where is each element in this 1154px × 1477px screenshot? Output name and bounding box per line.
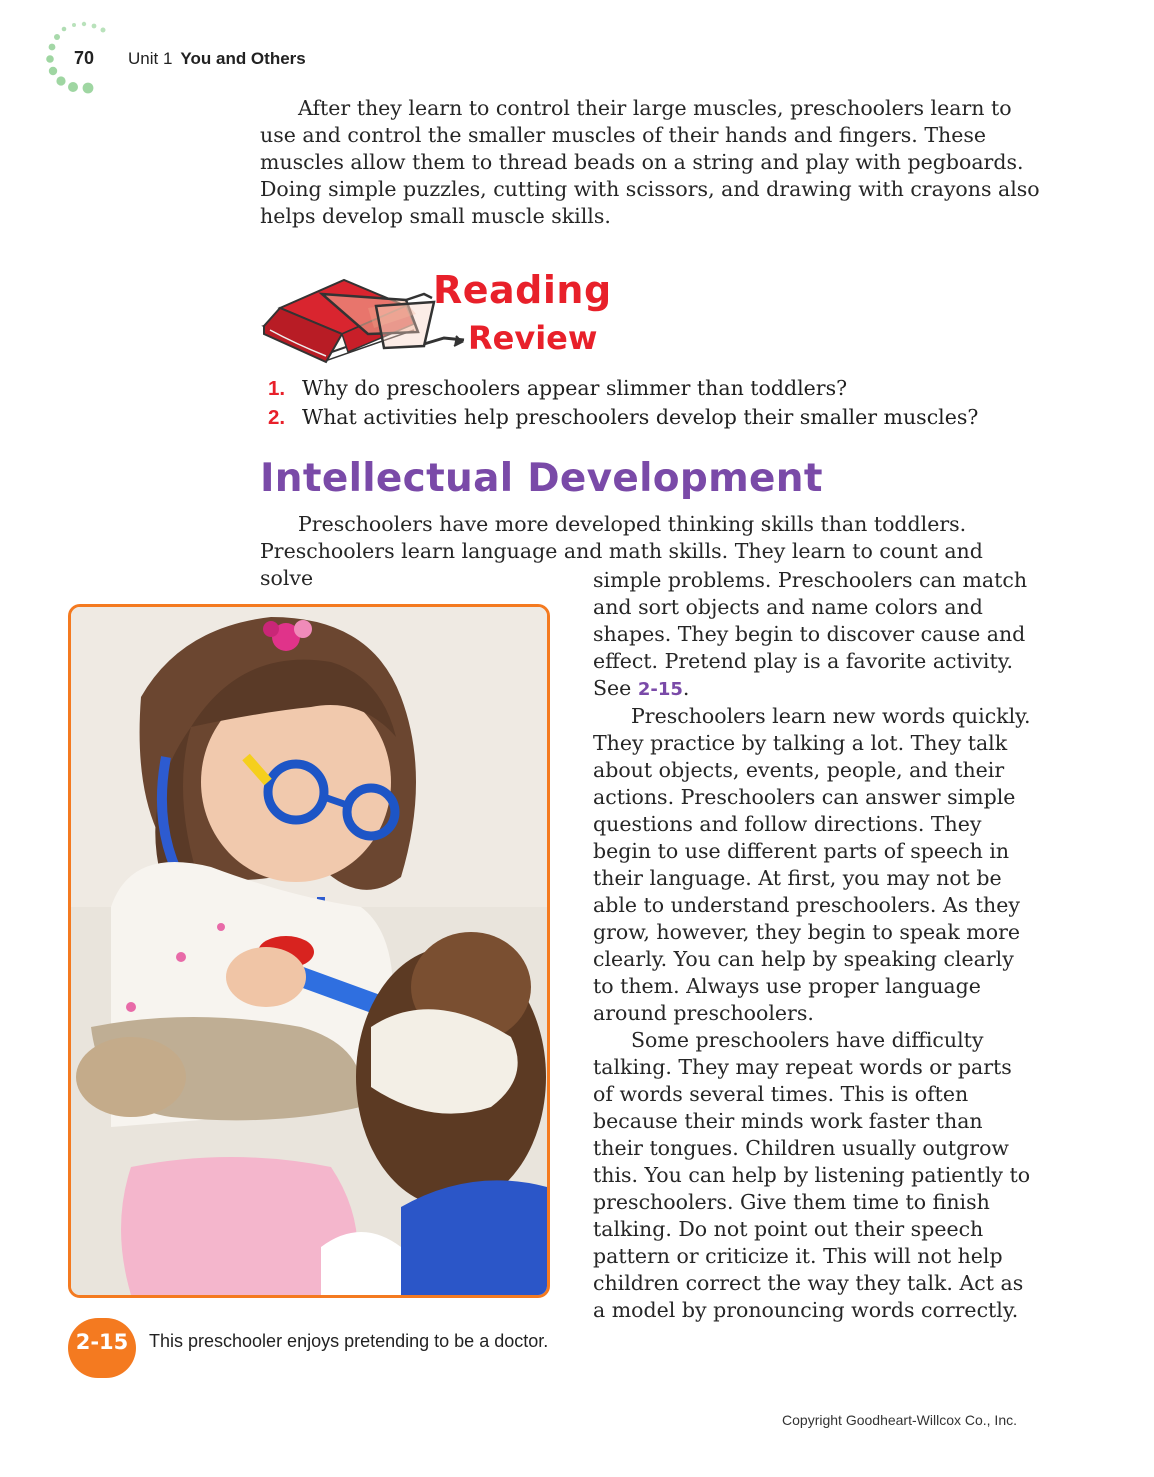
paragraph-text: simple problems. Preschoolers can match and sort objects and name colors and shapes. They begin to discover cause and effect. Pretend play is a favorite activity. See [593,568,1028,700]
figure-caption: This preschooler enjoys pretending to be a doctor. [149,1331,549,1351]
reading-review-title-line2: Review [468,319,598,357]
unit-title: You and Others [180,49,306,68]
running-head [128,49,306,69]
intro-paragraph: After they learn to control their large muscles, preschoolers learn to use and control the smaller muscles of their hands and fingers. These muscles allow them to thread beads on a string and play with pegboards. Doing simple puzzles, cutting with scissors, and drawing with crayons also helps develop small muscle skills. [260,96,1040,228]
figure-reference: 2-15 [637,679,683,700]
copyright-notice: Copyright Goodheart-Willcox Co., Inc. [782,1412,1017,1428]
question-number: 1. [268,377,286,400]
body-paragraph-3: Some preschoolers have difficulty talking. They may repeat words or parts of words several times. This is often because their minds work faster than their tongues. Children usually outgrow this. You can help by listening patiently to preschoolers. Give them time to finish talking. Do not point out their speech pattern or criticize it. This will not help children correct the way they talk. Act as a model by pronouncing words correctly. [593,1028,1031,1322]
review-question [268,403,1068,432]
question-text: What activities help preschoolers develop their smaller muscles? [302,405,979,429]
paragraph-punctuation: . [682,676,690,700]
page-header [0,0,400,110]
reading-review-title-line1: Reading [433,268,612,312]
unit-label: Unit 1 [128,49,173,68]
question-number: 2. [268,406,286,429]
review-question [268,374,1068,403]
section-lead-paragraph: Preschoolers have more developed thinking skills than toddlers. Preschoolers learn language and math skills. They learn to count and solve [260,512,983,590]
body-column [593,567,1033,1324]
figure-photo [68,604,550,1298]
body-paragraph-1 [593,567,1033,703]
section-heading: Intellectual Development [260,456,823,501]
body-paragraph-2: Preschoolers learn new words quickly. They practice by talking a lot. They talk about objects, events, people, and their actions. Preschoolers can answer simple questions and follow directions. They begin to use different parts of speech in their language. At first, you may not be able to understand preschoolers. As they grow, however, they begin to speak more clearly. You can help by speaking clearly to them. Always use proper language around preschoolers. [593,704,1031,1025]
review-questions [268,374,1068,432]
child-doctor-illustration [71,607,547,1295]
figure-label-badge: 2-15 [68,1318,136,1378]
page-number: 70 [74,48,95,68]
question-text: Why do preschoolers appear slimmer than toddlers? [302,376,848,400]
